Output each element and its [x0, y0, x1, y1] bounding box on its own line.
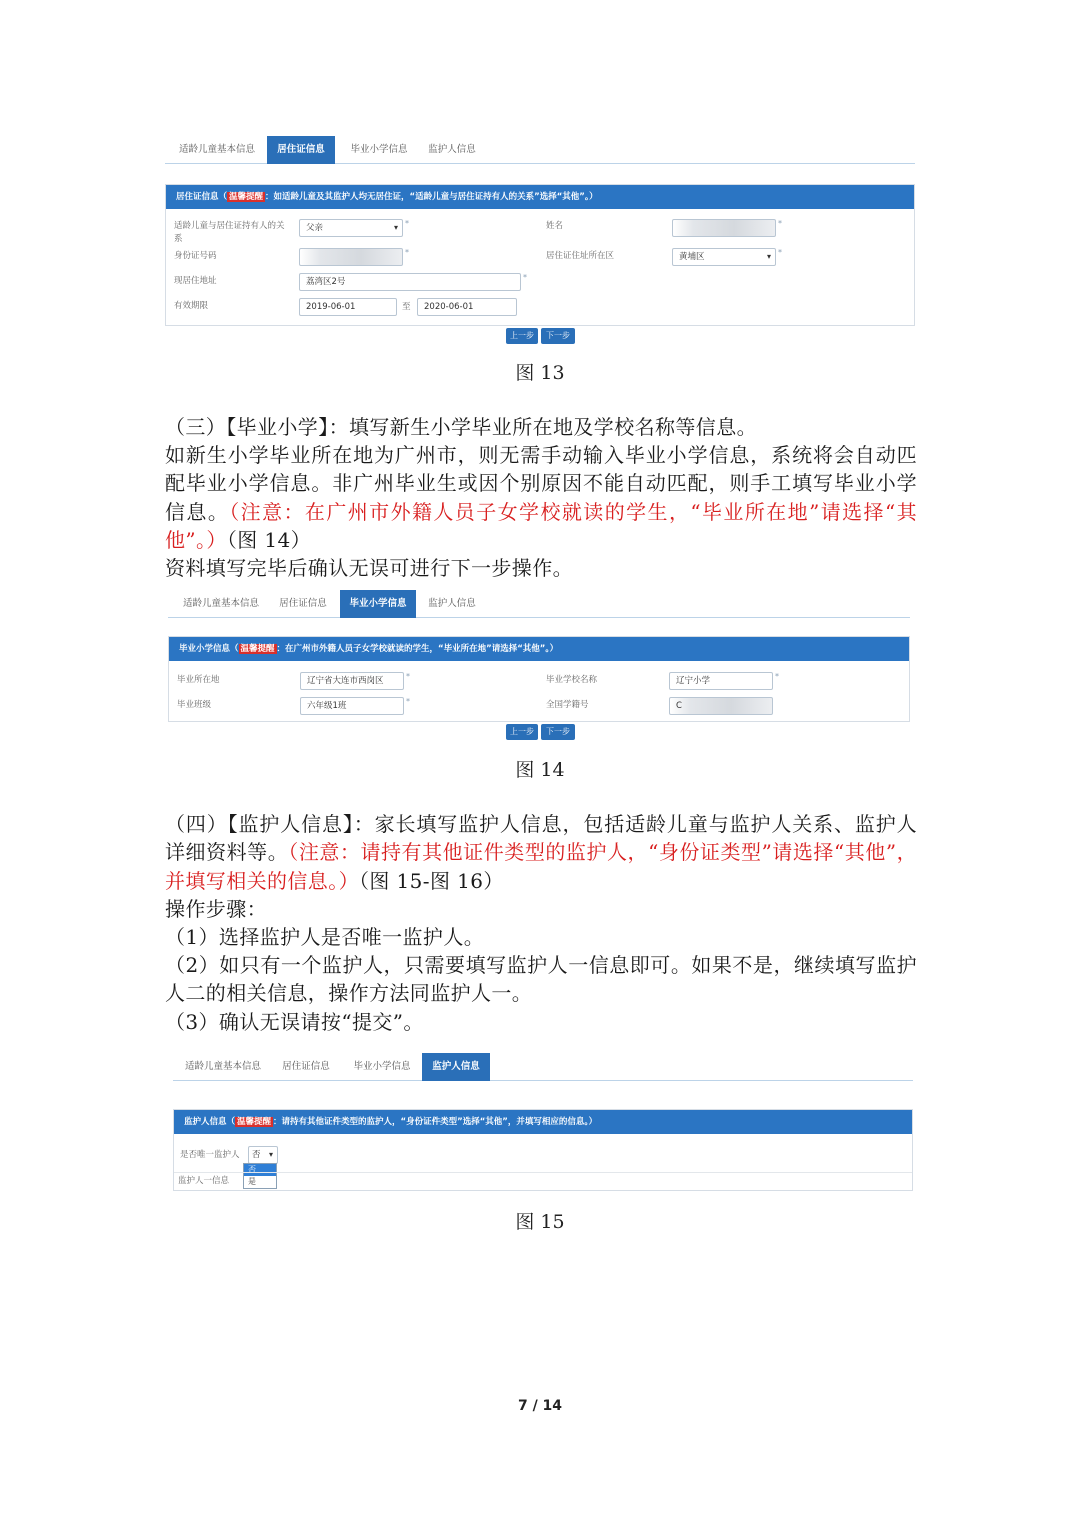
panel-note: ：如适龄儿童及其监护人均无居住证，“适龄儿童与居住证持有人的关系”选择“其他”。）	[265, 192, 598, 202]
figure-14-screenshot	[168, 590, 910, 744]
district-label: 居住证住址所在区	[546, 251, 615, 261]
only-guardian-select[interactable]: 否 ▾	[248, 1146, 278, 1164]
steps-title: 操作步骤：	[165, 897, 267, 921]
student-number-label: 全国学籍号	[546, 700, 589, 710]
validity-label: 有效期限	[174, 301, 209, 311]
section-3-note: （注意：在广州市外籍人员子女学校就读的学生，“毕业所在地”请选择“其他”。）	[165, 499, 917, 552]
district-select[interactable]: 黄埔区 ▾	[672, 248, 776, 266]
panel-note: ：请持有其他证件类型的监护人，“身份证件类型”选择“其他”，并填写相应的信息。）	[273, 1117, 598, 1127]
figure-14-caption: 图 14	[515, 759, 565, 781]
section-4-body	[165, 810, 917, 895]
prev-step-button[interactable]: 上一步	[506, 724, 538, 740]
prev-step-button[interactable]: 上一步	[506, 328, 538, 344]
panel-header	[169, 637, 909, 661]
section-4-note: （注意：请持有其他证件类型的监护人，“身份证类型”请选择“其他”，并填写相关的信息。）	[165, 840, 917, 893]
tab-guardian-info[interactable]: 监护人信息	[422, 1053, 490, 1081]
student-number-input[interactable]: C	[669, 697, 773, 715]
section-3-body-text: 如新生小学毕业所在地为广州市，则无需手动输入毕业小学信息，系统将会自动匹配毕业小学信息。非广州毕业生或因个别原因不能自动匹配，则手工填写毕业小学信息。	[165, 443, 917, 524]
name-input[interactable]	[672, 219, 776, 237]
figure-13-caption: 图 13	[515, 362, 565, 384]
relation-select[interactable]: 父亲 ▾	[299, 219, 403, 237]
tab-guardian-info[interactable]: 监护人信息	[428, 598, 476, 609]
section-4-figref: （图 15-图 16）	[359, 868, 504, 893]
required-mark: *	[775, 672, 779, 681]
primary-school-panel	[168, 636, 910, 722]
grad-place-label: 毕业所在地	[177, 675, 220, 685]
step-3: （3）确认无误请按“提交”。	[165, 1010, 424, 1034]
valid-from-input[interactable]: 2019-06-01	[299, 298, 397, 316]
option-no[interactable]: 否	[244, 1164, 276, 1176]
tab-bar	[165, 136, 915, 164]
step-2: （2）如只有一个监护人，只需要填写监护人一信息即可。如果不是，继续填写监护人二的相关信息，操作方法同监护人一。	[165, 953, 917, 1006]
required-mark: *	[406, 672, 410, 681]
option-yes[interactable]: 是	[248, 1177, 256, 1186]
warning-tag: 温馨提醒	[240, 644, 275, 654]
required-mark: *	[406, 697, 410, 706]
required-mark: *	[405, 219, 409, 228]
next-step-button[interactable]: 下一步	[541, 724, 575, 740]
page-number: 7 / 14	[517, 1398, 563, 1414]
required-mark: *	[778, 219, 782, 228]
section-3-heading: （三）【毕业小学】：填写新生小学毕业所在地及学校名称等信息。	[165, 415, 757, 439]
address-label: 现居住地址	[174, 276, 217, 286]
panel-title: 监护人信息（	[184, 1117, 236, 1127]
grad-class-input[interactable]: 六年级1班	[300, 697, 404, 715]
guardian-1-label: 监护人一信息	[178, 1176, 230, 1186]
section-3-figref: （图 14）	[226, 527, 312, 552]
tab-bar	[173, 1053, 913, 1081]
guardian-panel	[173, 1109, 913, 1191]
tab-bar	[168, 590, 910, 618]
only-guardian-dropdown	[243, 1163, 277, 1189]
panel-note: ：在广州市外籍人员子女学校就读的学生，“毕业所在地”请选择“其他”。）	[276, 644, 559, 654]
tab-residence-permit-info[interactable]: 居住证信息	[267, 136, 335, 164]
name-label: 姓名	[546, 221, 564, 231]
residence-permit-panel	[165, 184, 915, 326]
id-number-input[interactable]	[299, 248, 403, 266]
required-mark: *	[778, 248, 782, 257]
warning-tag: 温馨提醒	[237, 1117, 272, 1127]
grad-class-label: 毕业班级	[177, 700, 212, 710]
figure-15-caption: 图 15	[515, 1211, 565, 1233]
tab-primary-school-info[interactable]: 毕业小学信息	[353, 1061, 411, 1072]
row-divider	[174, 1172, 912, 1173]
panel-title: 居住证信息（	[176, 192, 228, 202]
panel-header	[174, 1110, 912, 1134]
panel-title: 毕业小学信息（	[179, 644, 239, 654]
figure-15-screenshot	[173, 1053, 913, 1193]
tab-residence-permit-info[interactable]: 居住证信息	[279, 598, 327, 609]
tab-child-basic-info[interactable]: 适龄儿童基本信息	[178, 144, 255, 155]
date-separator: 至	[402, 302, 411, 312]
relation-label: 适龄儿童与居住证持有人的关	[174, 221, 285, 231]
tab-primary-school-info[interactable]: 毕业小学信息	[350, 144, 408, 155]
section-3-body	[165, 441, 917, 554]
warning-tag: 温馨提醒	[229, 192, 264, 202]
next-step-button[interactable]: 下一步	[541, 328, 575, 344]
id-number-label: 身份证号码	[174, 251, 217, 261]
section-4-body-text: （四）【监护人信息】：家长填写监护人信息，包括适龄儿童与监护人关系、监护人详细资料等。	[165, 812, 917, 865]
required-mark: *	[405, 248, 409, 257]
tab-primary-school-info[interactable]: 毕业小学信息	[340, 590, 416, 618]
tab-child-basic-info[interactable]: 适龄儿童基本信息	[182, 598, 259, 609]
required-mark: *	[523, 273, 527, 282]
tab-guardian-info[interactable]: 监护人信息	[428, 144, 476, 155]
school-name-label: 毕业学校名称	[546, 675, 598, 685]
section-3-next-step: 资料填写完毕后确认无误可进行下一步操作。	[165, 556, 573, 580]
school-name-input[interactable]: 辽宁小学	[669, 672, 773, 690]
figure-13-screenshot	[165, 136, 915, 348]
relation-label-cont: 系	[174, 234, 183, 244]
step-1: （1）选择监护人是否唯一监护人。	[165, 925, 485, 949]
panel-header	[166, 185, 914, 209]
address-input[interactable]: 荔湾区2号	[299, 273, 521, 291]
grad-place-input[interactable]: 辽宁省大连市西岗区	[300, 672, 404, 690]
tab-residence-permit-info[interactable]: 居住证信息	[282, 1061, 330, 1072]
valid-to-input[interactable]: 2020-06-01	[417, 298, 517, 316]
tab-child-basic-info[interactable]: 适龄儿童基本信息	[184, 1061, 261, 1072]
only-guardian-label: 是否唯一监护人	[180, 1150, 240, 1160]
